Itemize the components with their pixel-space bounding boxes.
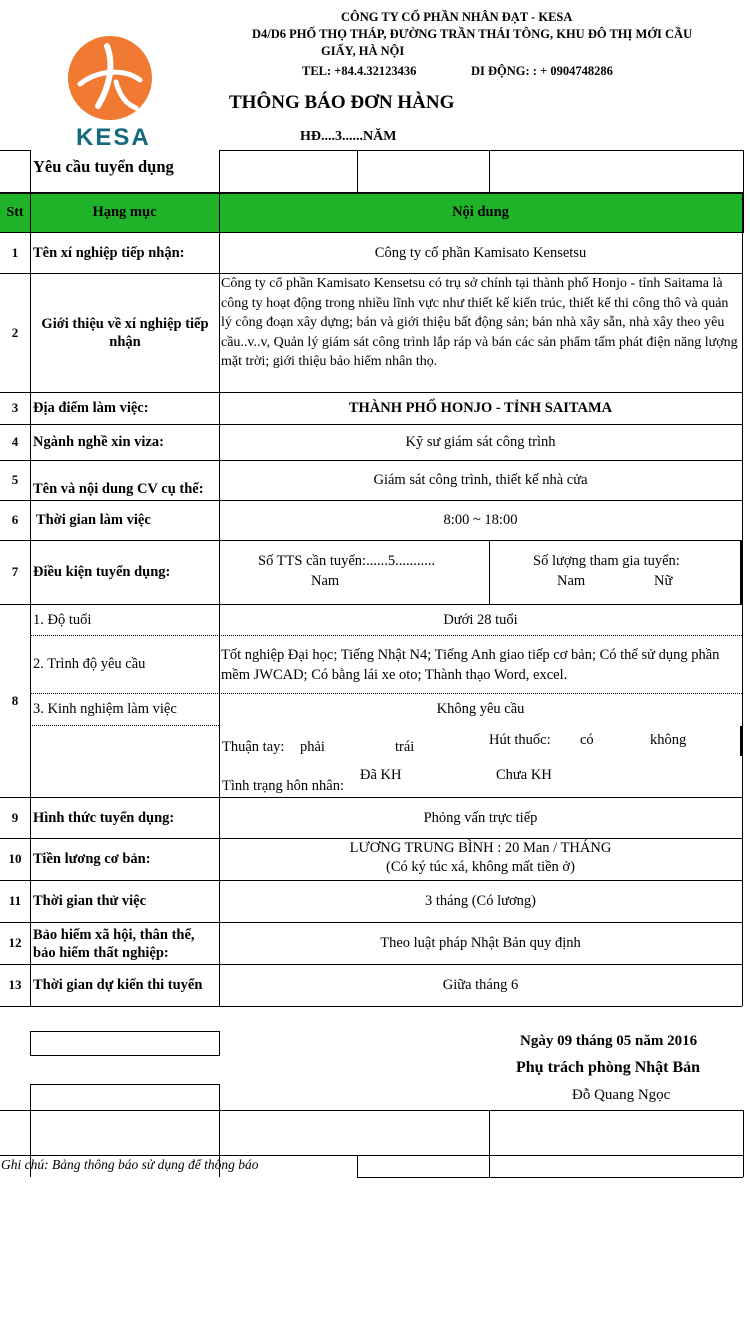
row-label: Điều kiện tuyển dụng:	[33, 564, 171, 581]
row-value: Giám sát công trình, thiết kế nhà cửa	[373, 472, 588, 489]
row-label: Tên và nội dung CV cụ thể:	[33, 480, 204, 497]
hand-left: trái	[395, 739, 415, 755]
company-address-line2: GIẤY, HÀ NỘI	[321, 44, 405, 58]
row-value: Theo luật pháp Nhật Bản quy định	[380, 935, 581, 952]
row-label: Địa điểm làm việc:	[33, 400, 149, 417]
education-value: Tốt nghiệp Đại học; Tiếng Nhật N4; Tiếng Anh giao tiếp cơ bản; Có thể sử dụng phần mềm JWCAD; Có bằng lái xe oto; Thành thạo Word, excel.	[221, 646, 720, 683]
row-no: 10	[8, 851, 22, 867]
age-value: Dưới 28 tuổi	[443, 611, 518, 628]
logo-text: KESA	[76, 124, 151, 151]
experience-label: 3. Kinh nghiệm làm việc	[33, 701, 177, 718]
row-label: Tên xí nghiệp tiếp nhận:	[33, 245, 185, 262]
age-label: 1. Độ tuổi	[33, 611, 92, 628]
smoke-no: không	[650, 732, 687, 748]
row-value: Phỏng vấn trực tiếp	[423, 809, 538, 826]
company-address-line1: D4/D6 PHỐ THỌ THÁP, ĐƯỜNG TRẦN THÁI TÔNG, KHU ĐÔ THỊ MỚI CẦU	[252, 27, 693, 41]
row-value: Công ty cổ phần Kamisato Kensetsu	[374, 245, 587, 262]
row-label: Thời gian thử việc	[33, 893, 147, 910]
header-content: Nội dung	[452, 204, 509, 221]
participants-female: Nữ	[654, 573, 673, 589]
signature-date: Ngày 09 tháng 05 năm 2016	[520, 1033, 698, 1049]
participants-label: Số lượng tham gia tuyển:	[533, 553, 680, 569]
row-no: 1	[11, 245, 19, 261]
marital-label: Tình trạng hôn nhân:	[222, 778, 345, 794]
marital-single: Chưa KH	[496, 767, 552, 783]
row-label: Giới thiệu về xí nghiệp tiếp nhận	[41, 315, 209, 350]
header-category: Hạng mục	[92, 204, 157, 221]
row-no: 12	[8, 935, 22, 951]
row-value: 3 tháng (Có lương)	[425, 893, 536, 910]
row-no: 8	[11, 692, 19, 708]
document-title: THÔNG BÁO ĐƠN HÀNG	[229, 92, 455, 113]
footer-note: Ghi chú: Bảng thông báo sử dụng để thông báo	[1, 1157, 259, 1172]
company-tel: TEL: +84.4.32123436	[302, 64, 417, 78]
row-no: 2	[11, 324, 19, 340]
signature-role: Phụ trách phòng Nhật Bản	[516, 1059, 701, 1076]
row-value: Giữa tháng 6	[442, 977, 519, 994]
hand-right: phải	[300, 739, 325, 755]
smoke-label: Hút thuốc:	[489, 732, 551, 748]
row-label: Ngành nghề xin viza:	[33, 434, 164, 451]
recruit-count: Số TTS cần tuyển:......5...........	[258, 553, 435, 569]
education-label: 2. Trình độ yêu cầu	[33, 656, 146, 673]
document-ref: HĐ....3......NĂM	[300, 129, 397, 144]
recruit-gender-male: Nam	[311, 573, 340, 589]
row-no: 3	[11, 400, 19, 416]
salary-line2: (Có ký túc xá, không mất tiền ở)	[386, 859, 575, 875]
footer-box	[30, 1031, 220, 1056]
row-value: 8:00 ~ 18:00	[443, 512, 518, 529]
row-value: Công ty cổ phần Kamisato Kensetsu có trụ sở chính tại thành phố Honjo - tỉnh Saitama là công ty hoạt động trong nhiều lĩnh vực như thiết kế kiến trúc, thiết kế thi công thô và quản lý công đoạn xây dựng; bán và giới thiệu bất động sản; bán nhà xây sẵn, nhà xây theo yêu cầu..v..v, Quản lý giám sát công trình lắp ráp và bán các sản phẩm tấm phát điện năng lượng mặt trời; giới thiệu bảo hiểm nhân thọ.	[221, 276, 738, 369]
row-no: 13	[8, 977, 22, 993]
salary-line1: LƯƠNG TRUNG BÌNH : 20 Man / THÁNG	[349, 840, 612, 856]
row-label: Tiền lương cơ bản:	[33, 851, 151, 868]
row-no: 6	[11, 512, 19, 528]
company-mobile: DI ĐỘNG: : + 0904748286	[471, 64, 613, 78]
header-stt: Stt	[6, 204, 24, 220]
participants-male: Nam	[557, 573, 586, 589]
smoke-yes: có	[580, 732, 594, 748]
row-label: Bảo hiểm xã hội, thân thể, bảo hiểm thất nghiệp:	[33, 926, 195, 961]
row-no: 11	[8, 893, 22, 909]
row-no: 4	[11, 434, 19, 450]
row-label: Hình thức tuyển dụng:	[33, 809, 175, 826]
row-label: Thời gian dự kiến thi tuyển	[33, 977, 203, 994]
row-label: Thời gian làm việc	[36, 512, 151, 529]
row-no: 5	[11, 472, 19, 488]
row-no: 9	[11, 809, 19, 825]
experience-value: Không yêu cầu	[436, 701, 525, 718]
hand-label: Thuận tay:	[222, 739, 285, 755]
row-no: 7	[11, 564, 19, 580]
company-name: CÔNG TY CỔ PHẦN NHÂN ĐẠT - KESA	[341, 10, 573, 24]
row-value: THÀNH PHỐ HONJO - TỈNH SAITAMA	[348, 400, 613, 417]
row-value: Kỹ sư giám sát công trình	[405, 434, 556, 451]
section-title: Yêu cầu tuyển dụng	[33, 157, 174, 176]
marital-married: Đã KH	[360, 767, 402, 783]
signature-name: Đỗ Quang Ngọc	[572, 1087, 671, 1103]
